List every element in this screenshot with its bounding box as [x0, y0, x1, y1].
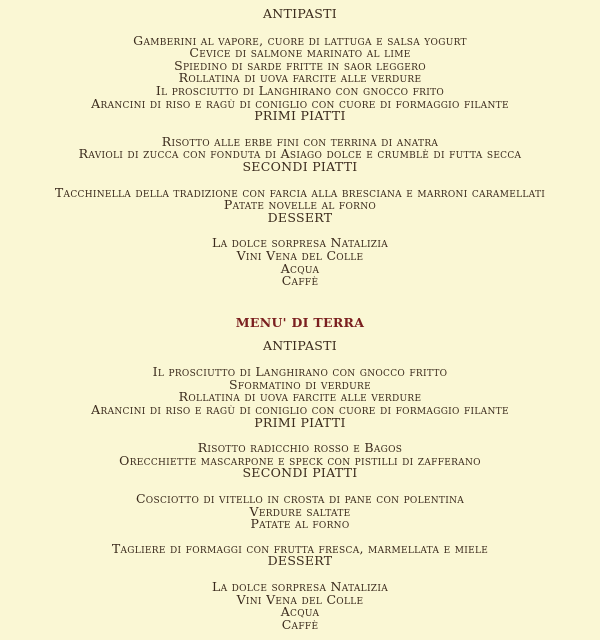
menu2-antipasti-heading: ANTIPASTI — [262, 337, 338, 353]
menu2-secondi-list — [0, 493, 600, 531]
menu-item: Caffè — [281, 273, 319, 289]
menu-item: Vini Vena del Colle — [236, 591, 364, 607]
menu2-primi-list — [0, 442, 600, 467]
menu-item: Caffè — [281, 616, 319, 632]
menu-item: Risotto radicchio rosso e Bagos — [197, 440, 403, 456]
menu-item: Arancini di riso e ragù di coniglio con cuore di formaggio filante — [91, 402, 509, 418]
menu-item: Patate novelle al forno — [223, 197, 377, 213]
menu1-antipasti-heading: ANTIPASTI — [262, 6, 338, 21]
menu-item: Ravioli di zucca con fonduta di Asiago dolce e crumblè di futta secca — [78, 146, 522, 162]
menu2-secondi-heading: SECONDI PIATTI — [242, 465, 358, 481]
menu1-secondi-list — [0, 184, 600, 213]
menu-item: Rollatina di uova farcite alle verdure — [178, 70, 422, 86]
menu1-antipasti-list — [0, 32, 600, 111]
menu-item: Il prosciutto di Langhirano con gnocco frito — [155, 82, 445, 98]
menu-item: Verdure saltate — [249, 503, 351, 519]
menu-item: Risotto alle erbe fini con terrina di anatra — [161, 133, 439, 149]
menu1-primi-list — [0, 133, 600, 162]
menu-item: Patate al forno — [250, 516, 350, 532]
menu2-title: MENU' DI TERRA — [235, 314, 365, 330]
menu2-antipasti-list — [0, 366, 600, 416]
menu-item: Il prosciutto di Langhirano con gnocco fritto — [152, 364, 448, 380]
menu-item: Tacchinella della tradizione con farcia alla bresciana e marroni caramellati — [54, 184, 546, 200]
menu-item: Tagliere di formaggi con frutta fresca, marmellata e miele — [111, 540, 489, 556]
menu-item: Cevice di salmone marinato al lime — [189, 45, 411, 61]
menu-item: Arancini di riso e ragù di coniglio con cuore di formaggio filante — [91, 95, 509, 111]
menu1-secondi-heading: SECONDI PIATTI — [242, 158, 358, 174]
menu1-dessert-list — [0, 237, 600, 287]
menu-item: Gamberini al vapore, cuore di lattuga e salsa yogurt — [133, 32, 467, 48]
menu-item: Acqua — [280, 260, 320, 276]
menu1-primi-heading: PRIMI PIATTI — [254, 108, 346, 124]
menu-item: Vini Vena del Colle — [236, 247, 364, 263]
menu1-dessert-heading: DESSERT — [267, 209, 333, 225]
menu-item: La dolce sorpresa Natalizia — [211, 235, 389, 251]
menu-item: Cosciotto di vitello in crosta di pane con polentina — [135, 491, 465, 507]
menu-one — [0, 8, 600, 288]
menu2-dessert-list — [0, 581, 600, 631]
menu-item: Orecchiette mascarpone e speck con pistilli di zafferano — [119, 452, 481, 468]
menu2-primi-heading: PRIMI PIATTI — [254, 414, 346, 430]
menu2-dessert-heading: DESSERT — [267, 553, 333, 569]
menu-di-terra — [0, 315, 600, 632]
menu-item: Spiedino di sarde fritte in saor leggero — [174, 57, 426, 73]
menu-item: Acqua — [280, 604, 320, 620]
menu-item: La dolce sorpresa Natalizia — [211, 579, 389, 594]
menu-item: Rollatina di uova farcite alle verdure — [178, 389, 422, 405]
menu-item: Sformatino di verdure — [228, 376, 371, 392]
